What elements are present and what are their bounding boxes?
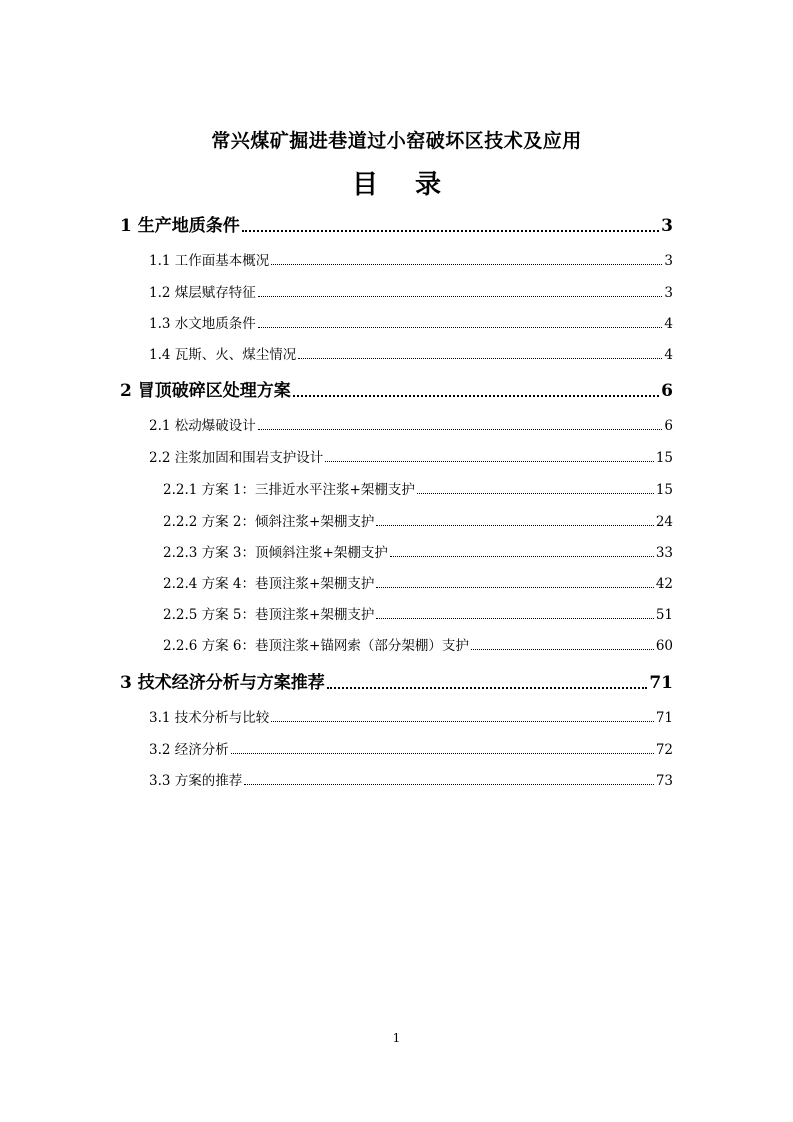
dot-leader — [417, 493, 654, 494]
toc-entry-label: 3.1 技术分析与比较 — [149, 710, 270, 726]
toc-entry-page: 15 — [655, 450, 673, 466]
toc-entry-2[interactable] — [120, 376, 673, 401]
toc-entry-page: 4 — [664, 347, 673, 363]
toc-entry-3-2[interactable] — [149, 738, 673, 758]
toc-entry-2-2-3[interactable] — [163, 541, 673, 561]
toc-entry-page: 42 — [655, 576, 673, 592]
toc-entry-page: 15 — [655, 482, 673, 498]
toc-entry-2-2-2[interactable] — [163, 510, 673, 530]
dot-leader — [327, 687, 648, 689]
toc-entry-1-4[interactable] — [149, 343, 673, 363]
toc-entry-page: 4 — [664, 316, 673, 332]
dot-leader — [258, 429, 663, 430]
toc-entry-label: 2.2.5 方案 5：巷顶注浆+架棚支护 — [163, 607, 375, 623]
toc-entry-page: 72 — [655, 742, 673, 758]
toc-entry-page: 73 — [655, 773, 673, 789]
toc-entry-page: 24 — [655, 514, 673, 530]
page-number: 1 — [392, 1031, 401, 1045]
dot-leader — [271, 721, 654, 722]
dot-leader — [390, 556, 654, 557]
toc-entry-page: 71 — [649, 673, 673, 693]
dot-leader — [298, 358, 662, 359]
dot-leader — [376, 618, 653, 619]
toc-entry-3[interactable] — [120, 668, 673, 693]
toc-entry-label: 1.3 水文地质条件 — [149, 316, 256, 332]
toc-entry-1-2[interactable] — [149, 281, 673, 301]
document-title: 常兴煤矿掘进巷道过小窑破坏区技术及应用 — [211, 130, 582, 152]
dot-leader — [244, 784, 654, 785]
dot-leader — [271, 264, 662, 265]
toc-entry-label: 2.2.6 方案 6：巷顶注浆+锚网索（部分架棚）支护 — [163, 638, 469, 654]
toc-entry-label: 1 生产地质条件 — [120, 216, 240, 236]
dot-leader — [258, 327, 663, 328]
toc-entry-2-2-6[interactable] — [163, 634, 673, 654]
toc-entry-3-3[interactable] — [149, 769, 673, 789]
dot-leader — [471, 649, 654, 650]
toc-entry-1-1[interactable] — [149, 249, 673, 269]
toc-entry-label: 2.2 注浆加固和围岩支护设计 — [149, 450, 324, 466]
toc-entry-label: 1.1 工作面基本概况 — [149, 253, 270, 269]
toc-entry-page: 71 — [655, 710, 673, 726]
toc-entry-label: 3 技术经济分析与方案推荐 — [120, 673, 325, 693]
toc-entry-3-1[interactable] — [149, 706, 673, 726]
dot-leader — [325, 461, 654, 462]
dot-leader — [376, 587, 653, 588]
toc-entry-label: 3.3 方案的推荐 — [149, 773, 243, 789]
dot-leader — [376, 525, 653, 526]
toc-entry-1[interactable] — [120, 211, 673, 236]
toc-entry-2-2-4[interactable] — [163, 572, 673, 592]
dot-leader — [242, 230, 659, 232]
dot-leader — [293, 395, 659, 397]
toc-entry-label: 1.2 煤层赋存特征 — [149, 285, 256, 301]
toc-entry-label: 2.2.3 方案 3：顶倾斜注浆+架棚支护 — [163, 545, 388, 561]
toc-entry-label: 2.2.4 方案 4：巷顶注浆+架棚支护 — [163, 576, 375, 592]
dot-leader — [258, 296, 663, 297]
toc-entry-label: 2.1 松动爆破设计 — [149, 418, 256, 434]
toc-entry-2-2-5[interactable] — [163, 603, 673, 623]
dot-leader — [231, 753, 654, 754]
toc-entry-2-2-1[interactable] — [163, 478, 673, 498]
toc-entry-page: 60 — [655, 638, 673, 654]
toc-heading: 目 录 — [351, 170, 456, 200]
toc-entry-page: 33 — [655, 545, 673, 561]
toc-entry-page: 51 — [655, 607, 673, 623]
toc-entry-label: 1.4 瓦斯、火、煤尘情况 — [149, 347, 297, 363]
toc-entry-label: 2.2.1 方案 1：三排近水平注浆+架棚支护 — [163, 482, 415, 498]
toc-entry-1-3[interactable] — [149, 312, 673, 332]
toc-entry-page: 3 — [661, 216, 673, 236]
toc-entry-label: 3.2 经济分析 — [149, 742, 229, 758]
toc-entry-page: 6 — [664, 418, 673, 434]
toc-entry-page: 3 — [664, 285, 673, 301]
toc-entry-label: 2 冒顶破碎区处理方案 — [120, 381, 291, 401]
toc-entry-page: 3 — [664, 253, 673, 269]
toc-entry-2-2[interactable] — [149, 446, 673, 466]
toc-entry-page: 6 — [661, 381, 673, 401]
toc-entry-2-1[interactable] — [149, 414, 673, 434]
toc-entry-label: 2.2.2 方案 2：倾斜注浆+架棚支护 — [163, 514, 375, 530]
